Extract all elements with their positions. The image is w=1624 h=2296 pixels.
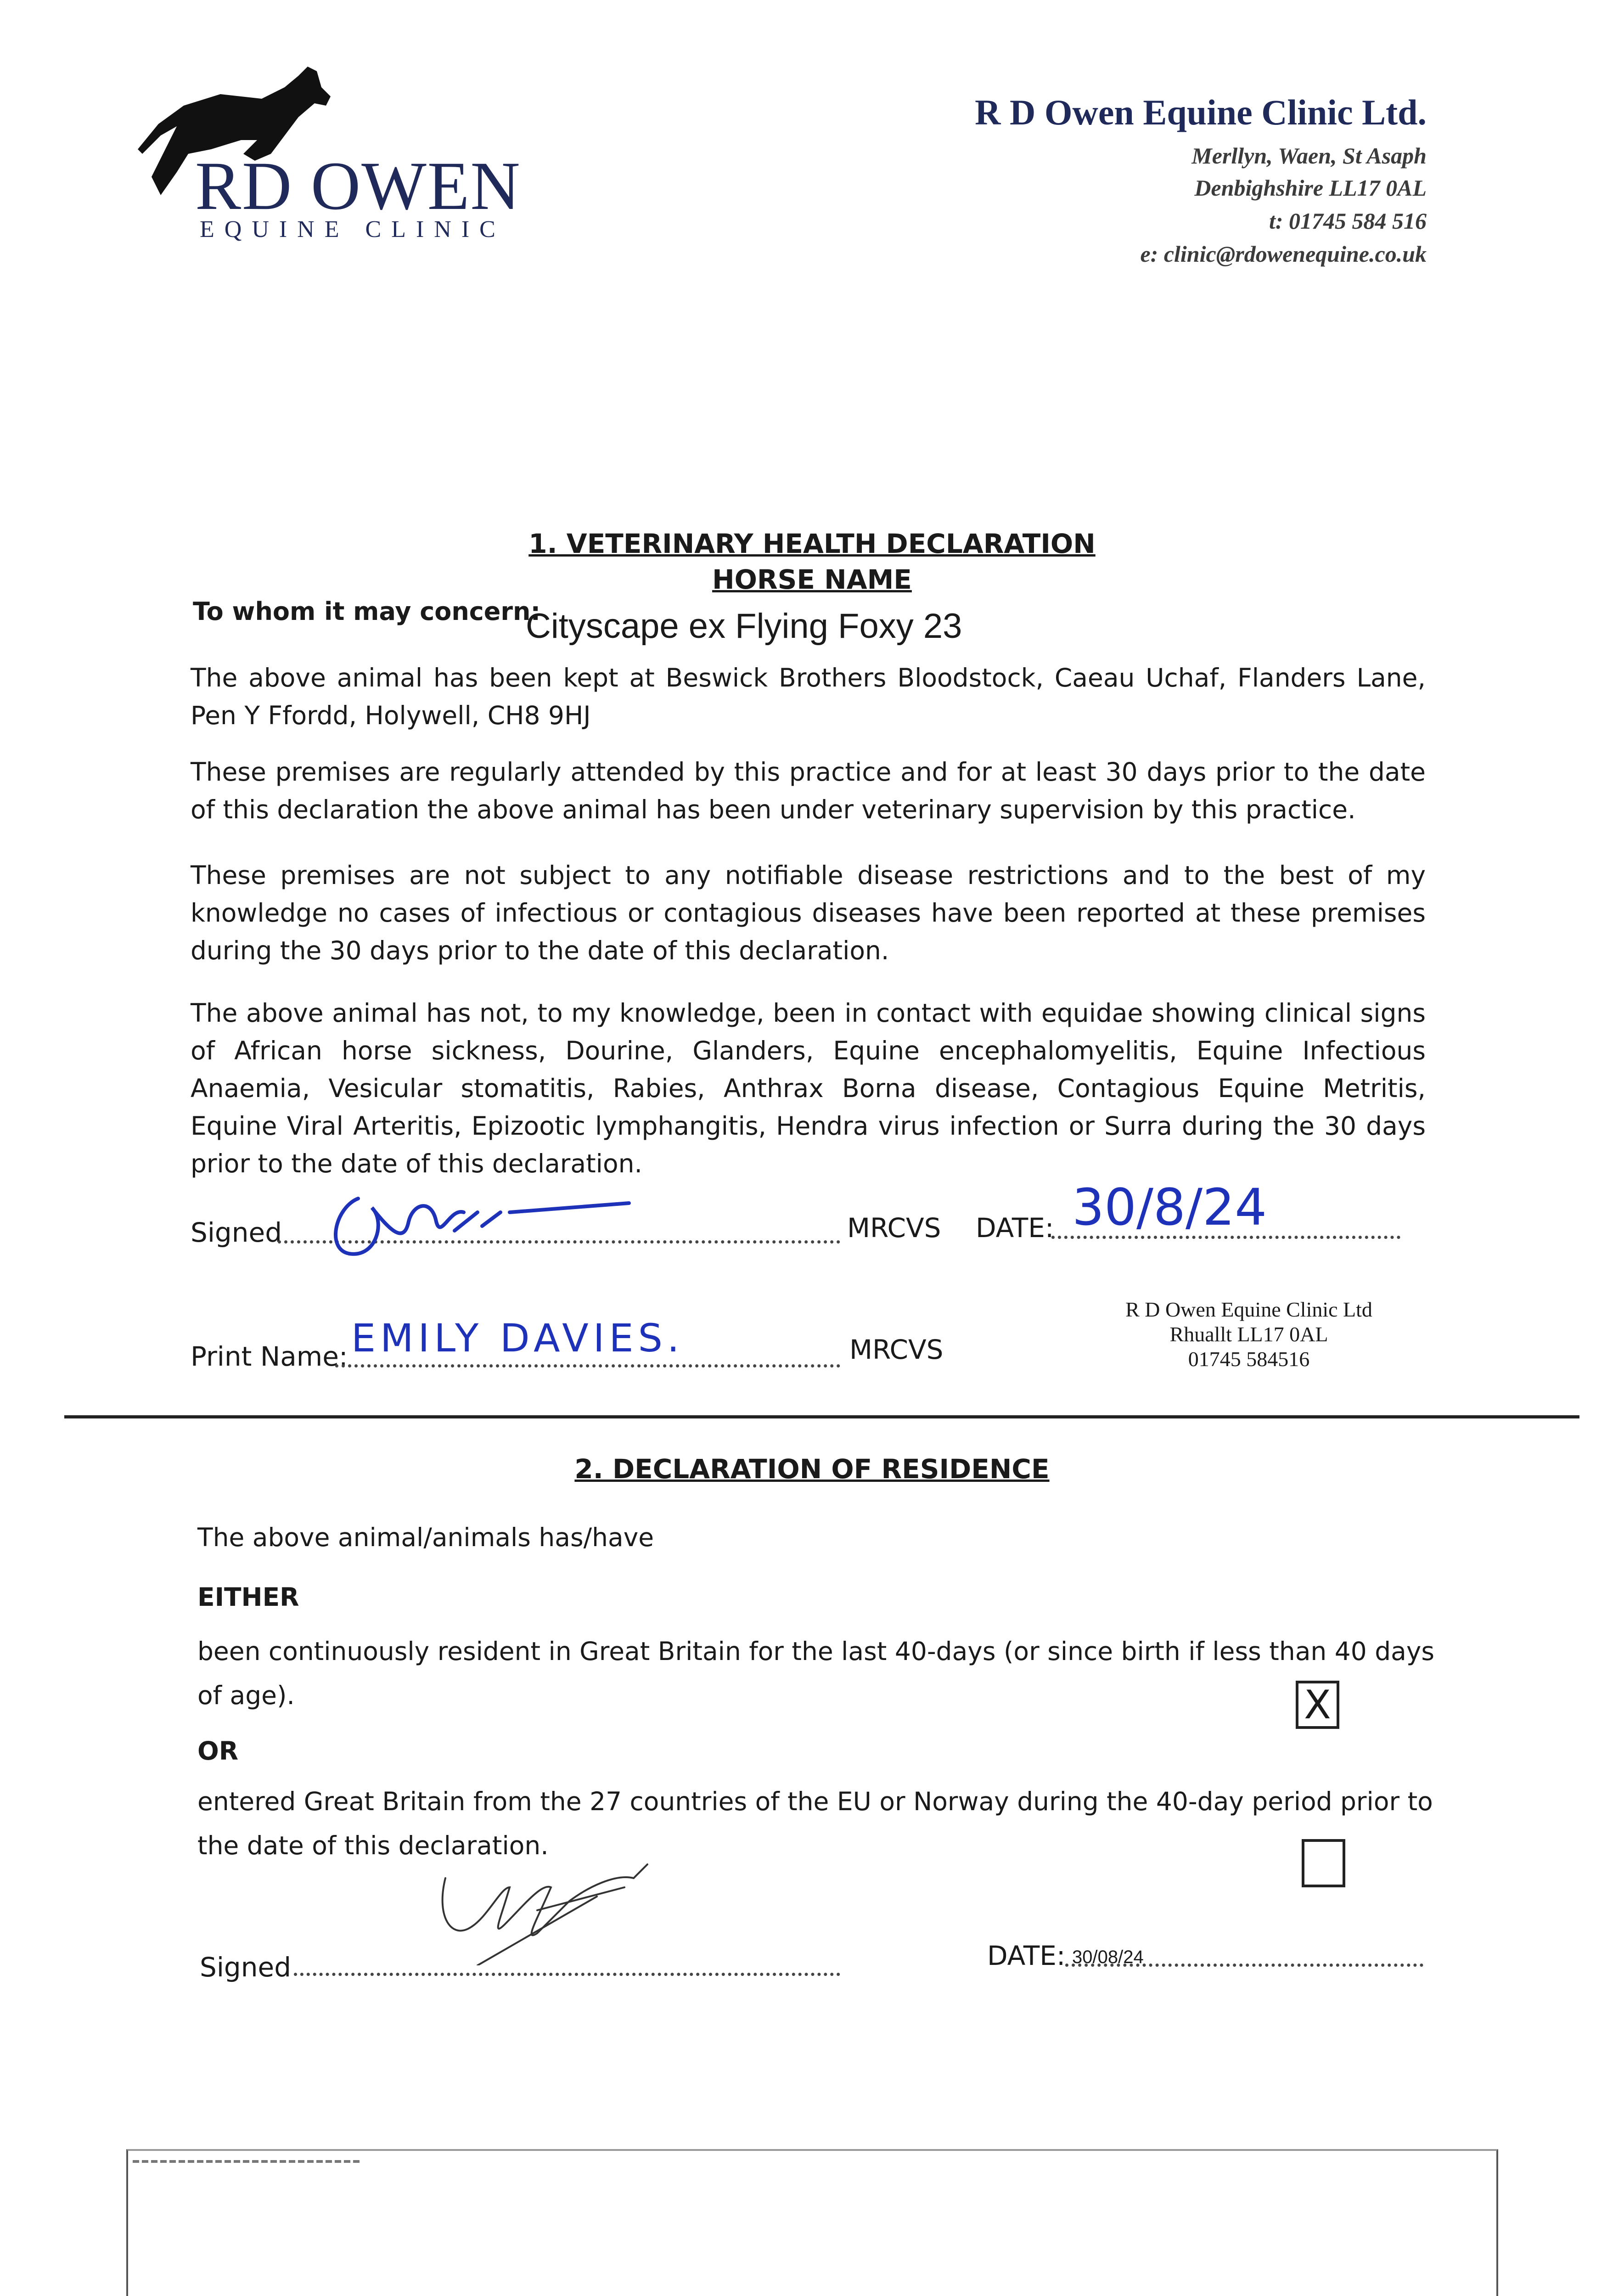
contact-paragraph: The above animal has not, to my knowledge, been in contact with equidae showing clinical signs of African horse sickness, Dourine, Glanders, Equine encephalomyelitis, Equine Infectious Anaemia, Vesicular stomatitis, Rabies, Anthrax Borna disease, Contagious Equine Metritis, Equine Viral Arteritis, Epizootic lymphangitis, Hendra virus infection or Surra during the 30 days prior to the date of this declaration. [191, 998, 1426, 1178]
print-name-label: Print Name: [191, 1341, 348, 1372]
footer-fine-print [133, 2160, 362, 2163]
signature-line-2 [294, 1972, 840, 1976]
section1-heading: 1. VETERINARY HEALTH DECLARATION [528, 528, 1096, 559]
stamp-line: Rhuallt LL17 0AL [1169, 1322, 1328, 1346]
option1-text: been continuously resident in Great Britain for the last 40-days (or since birth if less than 40 days of age). [197, 1637, 1435, 1710]
to-whom-label: To whom it may concern: [193, 597, 541, 626]
clinic-stamp [1097, 1297, 1400, 1372]
stamp-line: 01745 584516 [1188, 1347, 1310, 1371]
email-line: e: clinic@rdowenequine.co.uk [1140, 241, 1427, 267]
date-label-2: DATE: [987, 1940, 1066, 1971]
address-line: Merllyn, Waen, St Asaph [1191, 143, 1427, 169]
check-mark: X [1304, 1682, 1331, 1728]
signed-label: Signed [191, 1217, 282, 1248]
residence-intro: The above animal/animals has/have [197, 1523, 654, 1552]
address-line: Denbighshire LL17 0AL [1194, 175, 1427, 201]
either-label: EITHER [197, 1582, 299, 1612]
disease-paragraph: These premises are not subject to any notifiable disease restrictions and to the best of my knowledge no cases of infectious or contagious diseases have been reported at these premises during the 30 days prior to the date of this declaration. [191, 861, 1426, 965]
mrcvs-label: MRCVS [847, 1212, 941, 1244]
signed-label-2: Signed [200, 1952, 292, 1983]
option2-text: entered Great Britain from the 27 countries of the EU or Norway during the 40-day period prior to the date of this declaration. [197, 1787, 1433, 1860]
phone-line: t: 01745 584 516 [1269, 208, 1427, 234]
vet-date-handwritten: 30/8/24 [1072, 1178, 1267, 1237]
horse-name-heading: HORSE NAME [712, 564, 912, 595]
print-name-line [335, 1364, 840, 1367]
logo-name: RD OWEN [195, 148, 521, 224]
option2-checkbox[interactable] [1302, 1839, 1345, 1887]
date-label: DATE: [976, 1212, 1054, 1244]
print-name-handwritten: EMILY DAVIES. [351, 1316, 684, 1361]
section2-heading: 2. DECLARATION OF RESIDENCE [574, 1453, 1050, 1485]
supervision-paragraph: These premises are regularly attended by this practice and for at least 30 days prior to the date of this declaration the above animal has been under veterinary supervision by this practice. [191, 757, 1426, 824]
clinic-name: R D Owen Equine Clinic Ltd. [975, 92, 1427, 132]
horse-name-value: Cityscape ex Flying Foxy 23 [526, 607, 962, 646]
stamp-line: R D Owen Equine Clinic Ltd [1125, 1298, 1372, 1321]
or-label: OR [197, 1736, 239, 1766]
owner-signature-icon [432, 1860, 670, 1965]
logo-subtitle: EQUINE CLINIC [200, 216, 506, 242]
section-divider [64, 1415, 1579, 1418]
mrcvs-label: MRCVS [849, 1334, 944, 1365]
owner-date-value: 30/08/24 [1072, 1947, 1144, 1967]
footer-box [126, 2149, 1498, 2296]
vet-signature-icon [317, 1180, 638, 1263]
option1-checkbox[interactable] [1296, 1681, 1339, 1729]
premises-paragraph: The above animal has been kept at Beswick Brothers Bloodstock, Caeau Uchaf, Flanders Lane, Pen Y Ffordd, Holywell, CH8 9HJ [191, 663, 1426, 730]
